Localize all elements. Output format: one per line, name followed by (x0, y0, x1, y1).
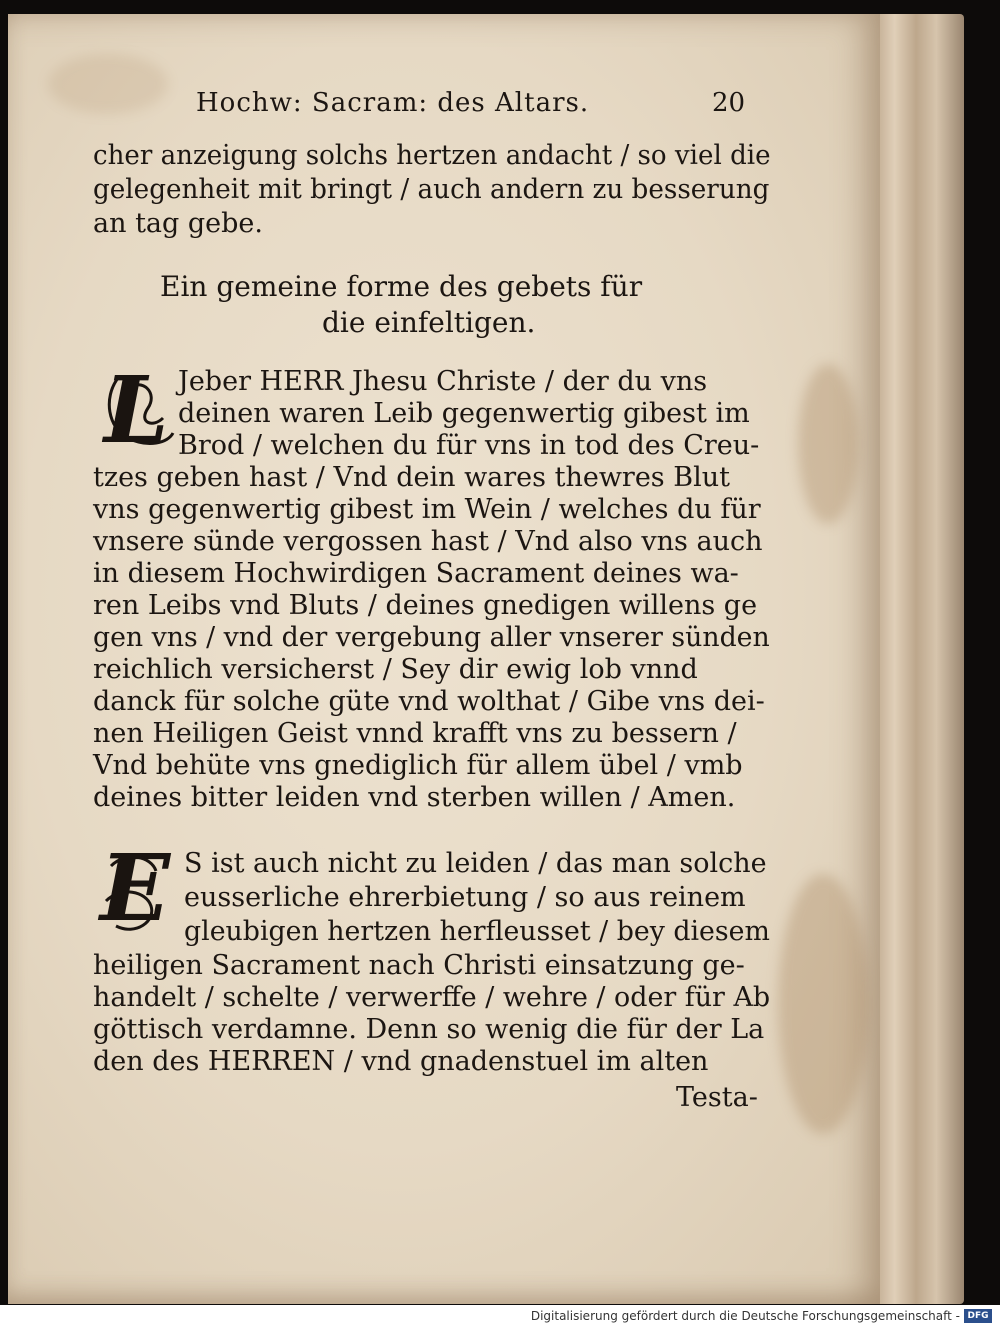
prayer-line: Jeber HERR Jhesu Christe / der du vns (178, 366, 708, 397)
prayer-line: reichlich versicherst / Sey dir ewig lob vnnd (93, 654, 698, 685)
catchword: Testa- (676, 1082, 758, 1113)
prayer-line: deines bitter leiden vnd sterben willen / Amen. (93, 782, 736, 813)
section-heading-line-2: die einfeltigen. (322, 306, 536, 339)
paragraph-line: S ist auch nicht zu leiden / das man solche (184, 848, 767, 879)
prayer-line: Brod / welchen du für vns in tod des Creu- (178, 430, 760, 461)
prayer-line: in diesem Hochwirdigen Sacrament deines wa- (93, 558, 739, 589)
footer-credit: Digitalisierung gefördert durch die Deutsche Forschungsgemeinschaft - (530, 1309, 960, 1323)
intro-line: cher anzeigung solchs hertzen andacht / so viel die (93, 140, 771, 171)
prayer-line: tzes geben hast / Vnd dein wares thewres Blut (93, 462, 730, 493)
paragraph-line: gleubigen hertzen herfleusset / bey diesem (184, 916, 770, 947)
prayer-line: vnsere sünde vergossen hast / Vnd also vns auch (93, 526, 763, 557)
prayer-line: vns gegenwertig gibest im Wein / welches du für (93, 494, 761, 525)
intro-line: an tag gebe. (93, 208, 263, 239)
folio-number: 20 (712, 88, 746, 118)
prayer-line: nen Heiligen Geist vnnd krafft vns zu bessern / (93, 718, 737, 749)
prayer-line: deinen waren Leib gegenwertig gibest im (178, 398, 750, 429)
running-title: Hochw: Sacram: des Altars. (196, 88, 590, 118)
paragraph-line: handelt / schelte / verwerffe / wehre / oder für Ab (93, 982, 771, 1013)
initial-flourish-icon (98, 368, 178, 458)
section-heading-line-1: Ein gemeine forme des gebets für (160, 270, 643, 303)
page-stain (798, 364, 858, 524)
page-stain (48, 54, 168, 114)
footer-bar (0, 1305, 1000, 1328)
paragraph-line: den des HERREN / vnd gnadenstuel im alten (93, 1046, 709, 1077)
page-stain (778, 874, 868, 1134)
paragraph-line: heiligen Sacrament nach Christi einsatzung ge- (93, 950, 745, 981)
prayer-line: Vnd behüte vns gnediglich für allem übel / vmb (93, 750, 743, 781)
paragraph-line: göttisch verdamne. Denn so wenig die für der La (93, 1014, 765, 1045)
prayer-line: ren Leibs vnd Bluts / deines gnedigen willens ge (93, 590, 758, 621)
paragraph-line: eusserliche ehrerbietung / so aus reinem (184, 882, 746, 913)
intro-line: gelegenheit mit bringt / auch andern zu besserung (93, 174, 770, 205)
initial-flourish-icon (96, 846, 186, 942)
prayer-line: danck für solche güte vnd wolthat / Gibe vns dei- (93, 686, 765, 717)
dfg-logo: DFG (964, 1309, 992, 1323)
decorated-initial-e: E (100, 834, 171, 942)
prayer-line: gen vns / vnd der vergebung aller vnserer sünden (93, 622, 770, 653)
decorated-initial-l: L (104, 356, 169, 464)
